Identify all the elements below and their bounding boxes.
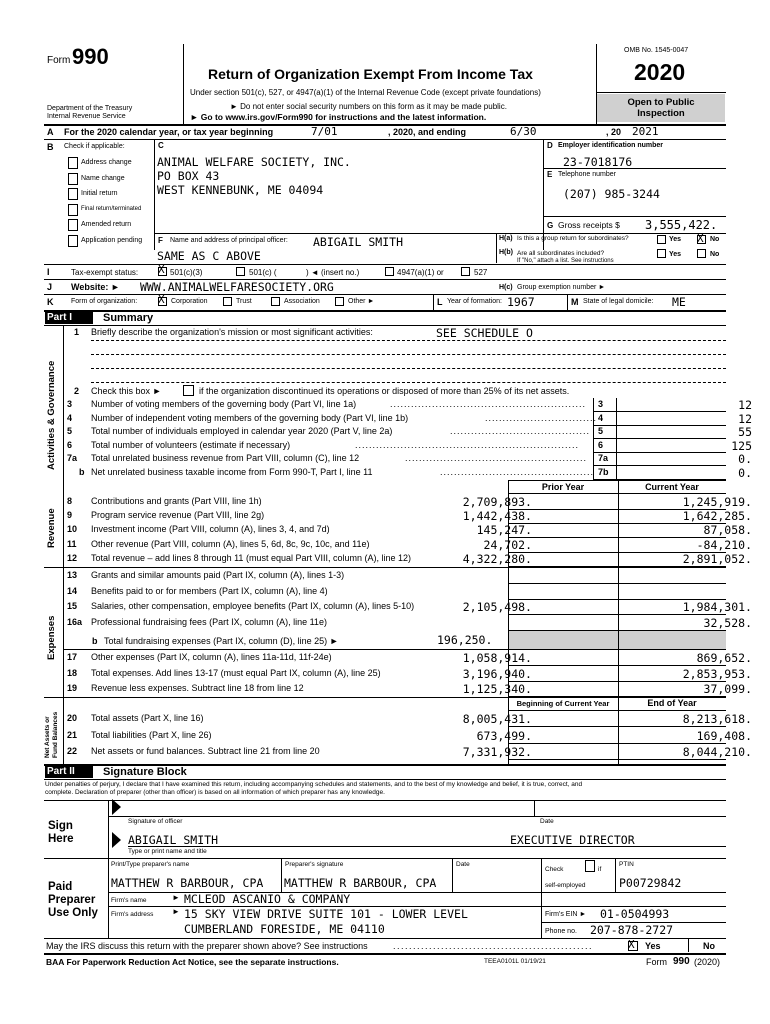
org-other-label: Other ► <box>348 298 375 305</box>
gov-line-box-num: 6 <box>598 439 604 450</box>
line-b-checkbox[interactable] <box>68 219 78 231</box>
gov-box-divider <box>616 398 617 480</box>
paid-label-3: Use Only <box>48 907 98 919</box>
org-association-label: Association <box>284 298 320 305</box>
current-year-value[interactable]: 32,528. <box>703 615 752 630</box>
instruction-website: ► Go to www.irs.gov/Form990 for instructions and the latest information. <box>190 112 487 122</box>
financial-line-num: 22 <box>67 746 78 756</box>
sign-label-1: Sign <box>48 820 73 832</box>
prior-year-value[interactable]: 145,247. <box>476 523 532 538</box>
line-d-label: D <box>547 141 553 150</box>
line-i-label: I <box>47 267 50 277</box>
col-begin-year: Beginning of Current Year <box>516 699 610 708</box>
line2-text-b: if the organization discontinued its operations or disposed of more than 25% of its net assets. <box>199 386 570 396</box>
side-net-assets-2: Fund Balances <box>52 711 59 758</box>
mission-value[interactable]: SEE SCHEDULE O <box>436 326 533 340</box>
footer-form-year: (2020) <box>694 957 721 967</box>
principal-officer[interactable]: ABIGAIL SMITH <box>313 235 404 249</box>
gov-line-num: 3 <box>67 399 73 409</box>
line-d-text: Employer identification number <box>558 142 664 149</box>
org-address-2[interactable]: WEST KENNEBUNK, ME 04094 <box>157 183 324 197</box>
financial-line-rule <box>508 743 726 744</box>
gov-line-row <box>0 466 770 479</box>
firm-ein[interactable]: 01-0504993 <box>600 907 670 921</box>
financial-line-text: Total expenses. Add lines 13-17 (must equal Part IX, column (A), line 25) <box>91 667 381 678</box>
line-g-label: G <box>547 221 554 230</box>
discuss-dots: .................................................. <box>393 941 594 951</box>
tax-year-end-year[interactable]: 2021 <box>632 125 659 138</box>
status-4947-label: 4947(a)(1) or <box>397 268 444 277</box>
line-j-text: Website: ► <box>71 282 120 292</box>
col-current-year: Current Year <box>645 482 699 492</box>
financial-line-rule <box>508 726 726 727</box>
prior-year-value[interactable]: 4,322,280. <box>462 551 532 566</box>
open-public-2: Inspection <box>637 108 685 119</box>
form-number: 990 <box>72 44 109 69</box>
prep-sig-label: Preparer's signature <box>285 861 344 868</box>
line-b-checkbox[interactable] <box>68 204 78 216</box>
financial-line-row <box>0 667 770 680</box>
line-hb-label: H(b) <box>499 249 513 256</box>
gov-line-box-num: 5 <box>598 426 604 436</box>
gov-line-row <box>0 439 770 452</box>
line1-text: Briefly describe the organization's mission or most significant activities: <box>91 327 373 337</box>
gov-line-box-num: 3 <box>598 399 604 409</box>
financial-line-num: 9 <box>67 510 73 521</box>
if-label: if <box>598 866 602 873</box>
omb-number: OMB No. 1545-0047 <box>624 47 689 54</box>
prior-year-value[interactable]: 673,499. <box>476 728 532 743</box>
line-b-checkbox[interactable] <box>68 157 78 169</box>
line-m-text: State of legal domicile: <box>583 298 654 305</box>
gov-line-dots: ........................................ <box>450 426 591 436</box>
gov-box-divider <box>593 398 594 480</box>
officer-address[interactable]: SAME AS C ABOVE <box>157 249 261 263</box>
name-title-label: Type or print name and title <box>128 848 207 855</box>
financial-line-row <box>0 616 770 629</box>
financial-line-text: Total assets (Part X, line 16) <box>91 713 204 723</box>
firm-address-1[interactable]: 15 SKY VIEW DRIVE SUITE 101 - LOWER LEVEL <box>184 907 468 921</box>
firm-ein-label: Firm's EIN ► <box>545 911 587 918</box>
financial-line-row <box>0 523 770 536</box>
line-f-label: F <box>158 236 163 245</box>
col-end-year: End of Year <box>647 698 697 708</box>
ha-yes-label: Yes <box>669 236 682 243</box>
gov-line-value[interactable]: 0. <box>738 452 752 466</box>
prep-name-label: Print/Type preparer's name <box>111 861 190 868</box>
line-a-label: A <box>47 127 54 137</box>
line16b-text: Total fundraising expenses (Part IX, column (D), line 25) ► <box>104 636 339 646</box>
financial-line-row <box>0 729 770 742</box>
financial-line-row <box>0 682 770 695</box>
current-year-value[interactable]: 2,891,052. <box>682 551 752 566</box>
firm-phone-label: Phone no. <box>545 928 577 935</box>
prior-year-value[interactable]: 2,709,893. <box>462 495 532 509</box>
form-subtitle: Under section 501(c), 527, or 4947(a)(1) of the Internal Revenue Code (except private foundations) <box>190 88 541 97</box>
line-b-option-label: Name change <box>81 174 125 182</box>
gov-line-text: Total number of individuals employed in calendar year 2020 (Part V, line 2a) <box>91 426 393 436</box>
gov-line-text: Number of voting members of the governing body (Part VI, line 1a) <box>91 399 357 409</box>
financial-line-num: 21 <box>67 729 78 740</box>
hb-no-label: No <box>710 251 720 258</box>
line-ha-label: H(a) <box>499 235 513 242</box>
gov-line-box-num: 7a <box>598 453 609 463</box>
financial-line-row <box>0 495 770 508</box>
financial-line-row <box>0 509 770 522</box>
current-year-value[interactable]: 169,408. <box>696 728 752 743</box>
ha-yes-checkbox[interactable] <box>657 235 666 244</box>
financial-line-text: Contributions and grants (Part VIII, line 1h) <box>91 496 262 506</box>
year-formation[interactable]: 1967 <box>507 295 535 309</box>
financial-line-num: 8 <box>67 496 73 506</box>
status-4947-checkbox[interactable] <box>385 267 394 276</box>
footer-form-prefix: Form <box>646 957 667 967</box>
line-b-option-label: Final return/terminated <box>81 205 142 212</box>
check-label: Check <box>545 866 564 873</box>
financial-line-text: Salaries, other compensation, employee benefits (Part IX, column (A), lines 5-10) <box>91 601 415 611</box>
tax-year: 2020 <box>634 59 686 85</box>
gov-line-dots: .................................................... <box>405 453 588 463</box>
paid-label-2: Preparer <box>48 894 96 906</box>
dept-treasury: Department of the Treasury <box>47 105 133 112</box>
prior-year-value[interactable]: 1,058,914. <box>462 651 532 665</box>
financial-line-num: 14 <box>67 585 78 596</box>
financial-line-rule <box>508 759 726 760</box>
form-title: Return of Organization Exempt From Income Tax <box>208 66 533 82</box>
status-501c-insert: ) ◄ (insert no.) <box>306 268 360 277</box>
line-e-label: E <box>547 170 553 179</box>
hb-no-checkbox[interactable] <box>697 249 706 258</box>
status-501c3-label: 501(c)(3) <box>170 268 203 277</box>
org-corporation-mark: X <box>158 293 165 306</box>
line-b-checkbox[interactable] <box>68 235 78 247</box>
financial-line-text: Total revenue – add lines 8 through 11 (must equal Part VIII, column (A), line 12) <box>91 552 412 563</box>
gov-line-dots: ........................................................ <box>390 399 587 409</box>
firm-name[interactable]: MCLEOD ASCANIO & COMPANY <box>184 892 351 906</box>
ptin-label: PTIN <box>619 861 634 868</box>
gov-line-value[interactable]: 55 <box>738 425 752 439</box>
financial-line-num: 13 <box>67 570 78 580</box>
prior-year-value[interactable]: 7,331,932. <box>462 745 532 759</box>
footer-form-number: 990 <box>673 956 690 967</box>
discuss-no-label: No <box>703 941 715 951</box>
status-527-checkbox[interactable] <box>461 267 470 276</box>
line-b-option-label: Amended return <box>81 221 132 228</box>
line-j-label: J <box>47 282 53 292</box>
gov-line-value[interactable]: 12 <box>738 398 752 412</box>
preparer-signature[interactable]: MATTHEW R BARBOUR, CPA <box>284 876 437 890</box>
sign-arrow-1 <box>112 799 121 815</box>
line-b-label: B <box>47 142 54 152</box>
financial-line-num: 18 <box>67 667 78 678</box>
hb-yes-label: Yes <box>669 251 682 258</box>
financial-line-num: 20 <box>67 713 78 723</box>
gov-line-box-num: 7b <box>598 466 609 477</box>
financial-line-text: Program service revenue (Part VIII, line 2g) <box>91 510 265 521</box>
gov-line-num: 6 <box>67 439 73 450</box>
col-prior-year: Prior Year <box>541 482 585 492</box>
line2-text-a: Check this box ► <box>91 386 162 396</box>
gov-line-num: 7a <box>67 453 78 463</box>
ein-value[interactable]: 23-7018176 <box>563 155 633 169</box>
footer-baa: BAA For Paperwork Reduction Act Notice, see the separate instructions. <box>46 957 339 967</box>
status-501c3-mark: X <box>158 263 165 276</box>
firm-addr-arrow: ► <box>172 907 180 916</box>
current-year-value[interactable]: 8,213,618. <box>682 712 752 726</box>
gov-line-dots: ................................................................ <box>355 439 580 450</box>
gov-line-num: b <box>79 466 85 477</box>
line-e-text: Telephone number <box>558 171 616 178</box>
financial-line-row <box>0 712 770 725</box>
gov-line-text: Number of independent voting members of the governing body (Part VI, line 1b) <box>91 412 409 423</box>
gov-line-row <box>0 425 770 438</box>
status-501c-checkbox[interactable] <box>236 267 245 276</box>
line-b-text: Check if applicable: <box>64 143 125 150</box>
part2-title: Signature Block <box>103 766 187 778</box>
gov-line-text: Total number of volunteers (estimate if necessary) <box>91 439 291 450</box>
gov-line-box-num: 4 <box>598 412 604 423</box>
current-year-value[interactable]: 37,099. <box>703 682 752 696</box>
officer-signature-line[interactable] <box>108 816 726 817</box>
line-c-label: C <box>158 141 164 150</box>
ptin-value[interactable]: P00729842 <box>619 876 682 890</box>
financial-line-text: Other expenses (Part IX, column (A), lines 11a-11d, 11f-24e) <box>91 652 332 662</box>
hb-yes-checkbox[interactable] <box>657 249 666 258</box>
line1-num: 1 <box>74 327 80 337</box>
line-k-label: K <box>47 297 54 307</box>
self-employed-label: self-employed <box>545 882 586 889</box>
penalty-line-1: Under penalties of perjury, I declare that I have examined this return, including accompanying schedules and statements, and to the best of my knowledge and belief, it is true, correct, and <box>45 781 583 788</box>
gov-line-row <box>0 398 770 411</box>
status-501c-label: 501(c) ( <box>249 268 277 277</box>
ha-no-mark: X <box>697 232 704 245</box>
line-hc-text: Group exemption number ► <box>517 284 606 291</box>
part2-tag: Part II <box>45 766 93 778</box>
discontinued-checkbox[interactable] <box>183 385 194 396</box>
org-trust-label: Trust <box>236 298 252 305</box>
current-year-value[interactable]: 2,853,953. <box>682 666 752 681</box>
website-value[interactable]: WWW.ANIMALWELFARESOCIETY.ORG <box>140 280 334 294</box>
current-year-value[interactable]: -84,210. <box>696 537 752 552</box>
current-year-value[interactable]: 1,642,285. <box>682 509 752 524</box>
financial-line-text: Total liabilities (Part X, line 26) <box>91 729 212 740</box>
org-other-checkbox[interactable] <box>335 297 344 306</box>
firm-name-arrow: ► <box>172 893 180 902</box>
firm-phone[interactable]: 207-878-2727 <box>590 923 674 937</box>
financial-line-row <box>0 585 770 598</box>
prior-year-value[interactable]: 1,442,438. <box>462 509 532 524</box>
financial-line-text: Professional fundraising fees (Part IX, column (A), line 11e) <box>91 616 327 627</box>
current-year-value[interactable]: 8,044,210. <box>682 745 752 759</box>
line-hc-label: H(c) <box>499 284 513 291</box>
gov-line-num: 5 <box>67 426 73 436</box>
prior-year-value[interactable]: 3,196,940. <box>462 666 532 681</box>
line-m-label: M <box>571 297 579 307</box>
financial-line-text: Investment income (Part VIII, column (A), lines 3, 4, and 7d) <box>91 524 330 535</box>
preparer-name[interactable]: MATTHEW R BARBOUR, CPA <box>111 876 264 890</box>
line2-num: 2 <box>74 386 80 396</box>
firm-name-label: Firm's name <box>111 897 147 904</box>
phone-value[interactable]: (207) 985-3244 <box>563 187 660 201</box>
gov-line-row <box>0 452 770 465</box>
org-address-1[interactable]: PO BOX 43 <box>157 169 220 183</box>
line-g-text: Gross receipts $ <box>558 220 620 230</box>
tax-year-end[interactable]: 6/30 <box>510 125 537 138</box>
form-label: Form <box>47 55 71 66</box>
financial-line-num: 10 <box>67 524 78 535</box>
financial-line-row <box>0 651 770 664</box>
financial-line-row <box>0 538 770 551</box>
self-employed-checkbox[interactable] <box>585 860 595 872</box>
officer-name[interactable]: ABIGAIL SMITH <box>128 833 219 847</box>
gov-line-value[interactable]: 12 <box>738 411 752 426</box>
firm-address-2[interactable]: CUMBERLAND FORESIDE, ME 04110 <box>184 922 385 936</box>
line-a-mid: , 2020, and ending <box>388 127 467 137</box>
sig-officer-label: Signature of officer <box>128 818 183 825</box>
gov-line-num: 4 <box>67 412 73 423</box>
discuss-question: May the IRS discuss this return with the preparer shown above? See instructions <box>46 941 368 951</box>
gross-receipts[interactable]: 3,555,422. <box>645 218 718 232</box>
part1-title: Summary <box>103 312 154 324</box>
firm-addr-label: Firm's address <box>111 911 154 918</box>
financial-line-text: Benefits paid to or for members (Part IX, column (A), line 4) <box>91 585 328 596</box>
status-527-label: 527 <box>474 268 488 277</box>
gov-line-value[interactable]: 0. <box>738 465 752 480</box>
paid-label-1: Paid <box>48 881 73 893</box>
discuss-yes-label: Yes <box>645 941 661 951</box>
financial-line-num: 11 <box>67 538 77 549</box>
financial-line-row <box>0 600 770 613</box>
open-public-1: Open to Public <box>627 97 695 108</box>
org-corporation-label: Corporation <box>171 298 208 305</box>
instruction-ssn: ► Do not enter social security numbers on this form as it may be made public. <box>230 102 507 111</box>
gov-line-text: Total unrelated business revenue from Part VIII, column (C), line 12 <box>91 453 360 463</box>
financial-line-num: 12 <box>67 552 78 563</box>
line-i-text: Tax-exempt status: <box>71 268 139 277</box>
org-association-checkbox[interactable] <box>271 297 280 306</box>
line-b-checkbox[interactable] <box>68 188 78 200</box>
line-l-text: Year of formation: <box>447 298 502 305</box>
footer-code: TEEA0101L 01/19/21 <box>484 958 546 965</box>
line-hb-note: If "No," attach a list. See instructions <box>517 258 614 264</box>
penalty-line-2: complete. Declaration of preparer (other than officer) is based on all information of which preparer has any knowledge. <box>45 789 385 796</box>
prior-year-value[interactable]: 24,702. <box>483 537 532 552</box>
financial-line-text: Other revenue (Part VIII, column (A), lines 5, 6d, 8c, 9c, 10c, and 11e) <box>91 538 370 549</box>
line-k-text: Form of organization: <box>71 298 138 305</box>
gov-line-value[interactable]: 125 <box>731 438 752 453</box>
side-expenses: Expenses <box>46 615 57 660</box>
sig-date-label: Date <box>540 818 554 825</box>
side-revenue: Revenue <box>46 508 57 548</box>
financial-line-num: 15 <box>67 601 78 611</box>
org-name[interactable]: ANIMAL WELFARE SOCIETY, INC. <box>157 155 351 169</box>
discuss-yes-mark: X <box>628 938 635 951</box>
financial-line-text: Grants and similar amounts paid (Part IX, column (A), lines 1-3) <box>91 570 345 580</box>
ha-no-label: No <box>710 236 720 243</box>
financial-line-text: Net assets or fund balances. Subtract line 21 from line 20 <box>91 746 320 756</box>
line-a-year-prefix: , 20 <box>606 127 622 137</box>
prior-year-value[interactable]: 8,005,431. <box>462 712 532 726</box>
tax-year-begin[interactable]: 7/01 <box>311 125 338 138</box>
line16b-num: b <box>92 636 98 646</box>
financial-line-num: 16a <box>67 616 83 627</box>
prep-date-label: Date <box>456 861 470 868</box>
financial-line-row <box>0 569 770 582</box>
financial-line-text: Revenue less expenses. Subtract line 18 from line 12 <box>91 683 304 693</box>
current-year-value[interactable]: 1,984,301. <box>682 600 752 614</box>
line-b-option-label: Address change <box>81 159 132 166</box>
state-domicile[interactable]: ME <box>672 295 686 309</box>
line-b-option-label: Application pending <box>81 236 143 244</box>
financial-line-num: 19 <box>67 683 78 693</box>
prior-year-value[interactable]: 1,125,340. <box>462 682 532 696</box>
officer-title[interactable]: EXECUTIVE DIRECTOR <box>510 833 635 847</box>
line-hb-text: Are all subordinates included? <box>517 250 605 257</box>
org-trust-checkbox[interactable] <box>223 297 232 306</box>
dept-irs: Internal Revenue Service <box>47 113 126 120</box>
line-ha-text: Is this a group return for subordinates? <box>517 235 629 242</box>
current-year-value[interactable]: 87,058. <box>703 523 752 538</box>
line-b-checkbox[interactable] <box>68 173 78 185</box>
side-net-assets-1: Net Assets or <box>44 716 51 758</box>
line-f-text: Name and address of principal officer: <box>170 237 288 244</box>
gov-line-text: Net unrelated business taxable income from Form 990-T, Part I, line 11 <box>91 466 373 477</box>
line-b-option-label: Initial return <box>81 190 118 197</box>
gov-line-row <box>0 412 770 425</box>
sign-label-2: Here <box>48 833 74 845</box>
financial-line-row <box>0 745 770 758</box>
gov-line-dots: ................................ <box>485 412 598 423</box>
line16b-value[interactable]: 196,250. <box>437 633 493 647</box>
side-governance: Activities & Governance <box>46 360 57 470</box>
gov-line-dots: ............................................ <box>440 466 595 477</box>
financial-line-num: 17 <box>67 652 78 662</box>
current-year-value[interactable]: 869,652. <box>696 651 752 665</box>
current-year-value[interactable]: 1,245,919. <box>682 495 752 509</box>
line-l-label: L <box>437 297 443 307</box>
sign-arrow-2 <box>112 832 121 848</box>
prior-year-value[interactable]: 2,105,498. <box>462 600 532 614</box>
financial-line-row <box>0 552 770 565</box>
line-a-text: For the 2020 calendar year, or tax year beginning <box>64 127 274 137</box>
part1-tag: Part I <box>45 312 93 324</box>
